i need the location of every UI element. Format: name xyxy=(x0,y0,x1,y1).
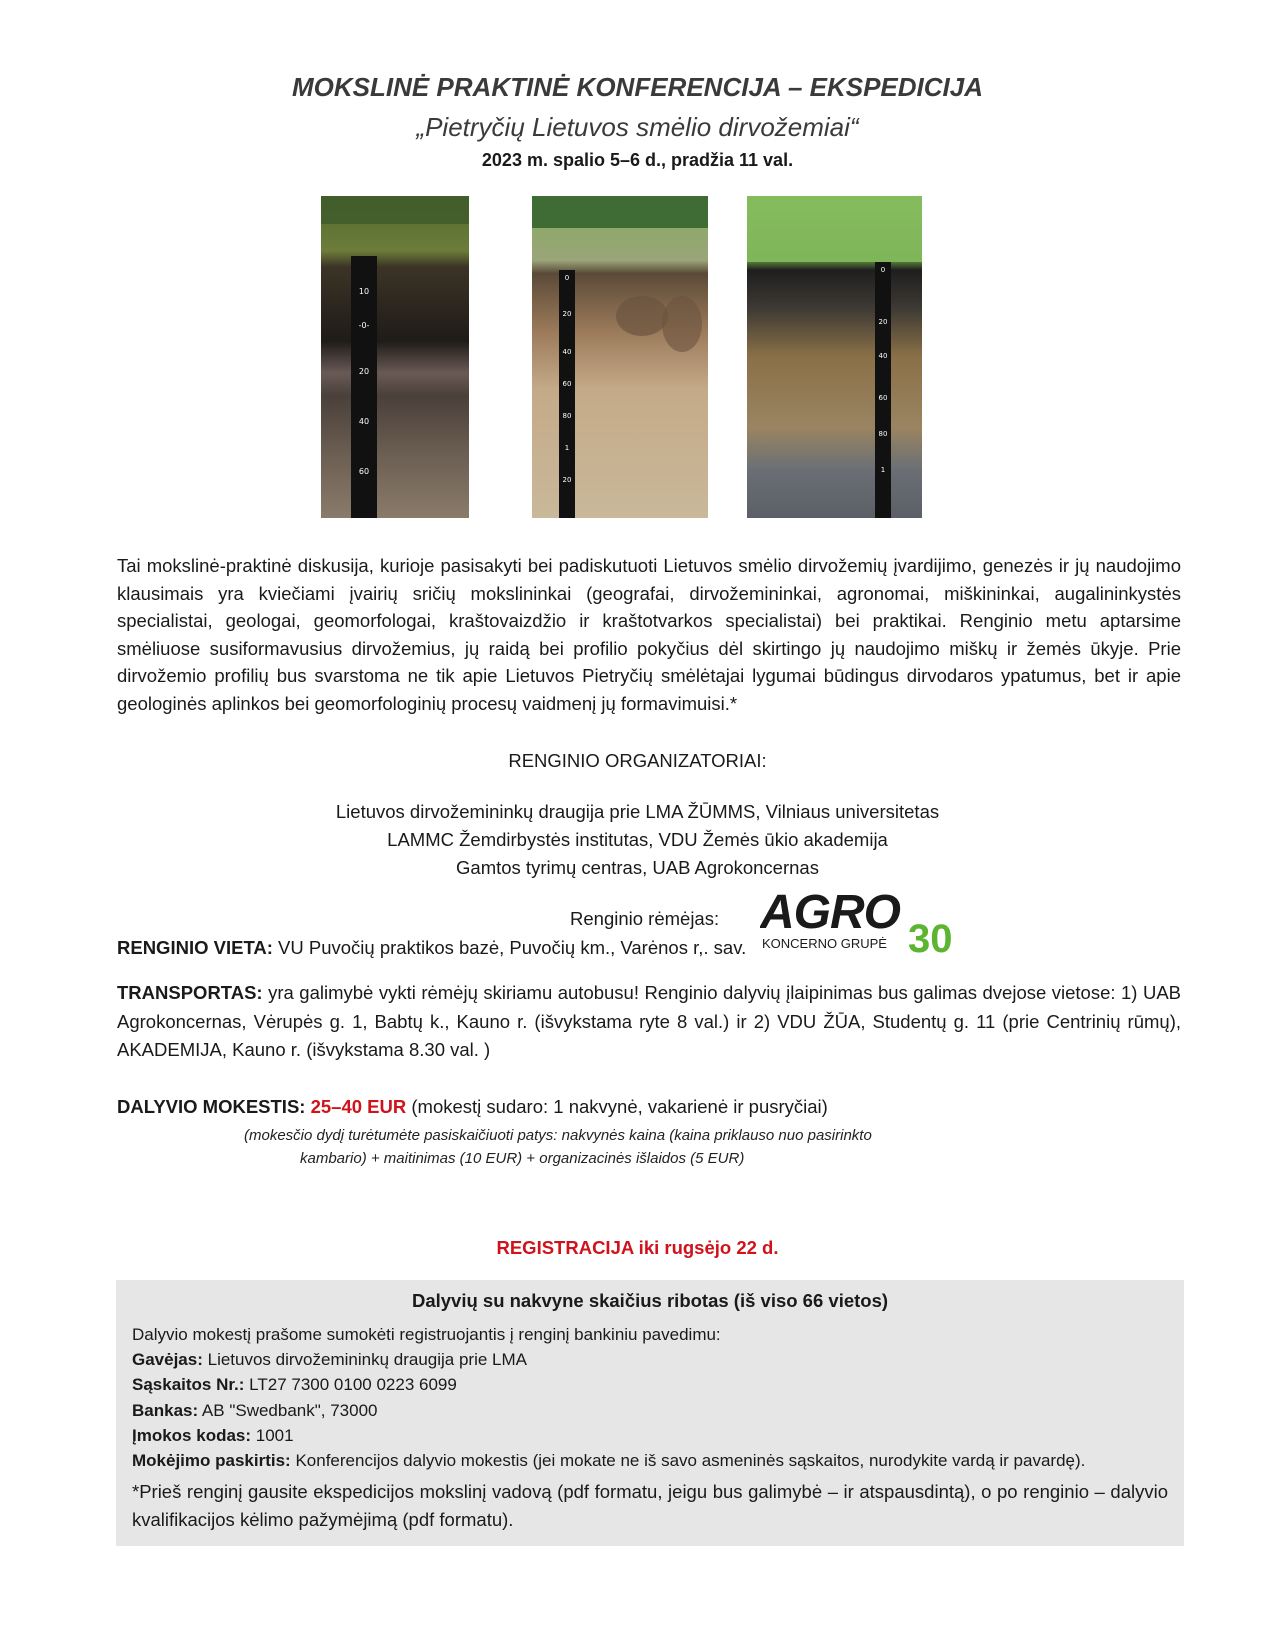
scale-label: 20 xyxy=(562,476,572,484)
account-label: Sąskaitos Nr.: xyxy=(132,1375,245,1395)
fee-note-line1: (mokesčio dydį turėtumėte pasiskaičiuoti patys: nakvynės kaina (kaina priklauso nuo pasirinkto xyxy=(244,1127,872,1144)
registration-deadline: REGISTRACIJA iki rugsėjo 22 d. xyxy=(496,1237,779,1258)
recipient-line xyxy=(132,1347,1172,1372)
intro-paragraph: Tai mokslinė-praktinė diskusija, kurioje pasisakyti bei padiskutuoti Lietuvos smėlio dirvožemių įvardijimo, genezės ir jų naudojimo klausimais yra kviečiami įvairių sričių mokslininkai (geografai, dirvožemininkai, agronomai, miškininkai, augalininkystės specialistai, geologai, geomorfologai, kraštovaizdžio ir kraštotvarkos specialistai) bei praktikai. Renginio metu aptarsime smėliuose susiformavusius dirvožemius, jų raidą bei profilio pokyčius dėl skirtingo jų naudojimo miškų ir žemės ūkyje. Prie dirvožemio profilių bus svarstoma ne tik apie Lietuvos Pietryčių smėlėtajai lygumai būdingus dirvodaros ypatumus, bet ir apie geologinės aplinkos bei geomorfologinių procesų vaidmenį jų formavimuisi.* xyxy=(117,555,1181,714)
box-title: Dalyvių su nakvyne skaičius ribotas (iš viso 66 vietos) xyxy=(411,1290,889,1311)
recipient-label: Gavėjas: xyxy=(132,1350,203,1370)
logo-subtitle: KONCERNO GRUPĖ xyxy=(762,936,887,951)
fee-text: (mokestį sudaro: 1 nakvynė, vakarienė ir pusryčiai) xyxy=(406,1096,828,1117)
transport-label: TRANSPORTAS: xyxy=(117,982,263,1003)
fee-amount: 25–40 EUR xyxy=(310,1096,407,1117)
company-code-line xyxy=(132,1423,1172,1448)
purpose-value: Konferencijos dalyvio mokestis (jei mokate ne iš savo asmeninės sąskaitos, nurodykite vardą ir pavardę). xyxy=(290,1451,1086,1471)
soil-profile-photo-grass xyxy=(747,196,922,518)
bank-line xyxy=(132,1398,1172,1423)
purpose-line xyxy=(132,1448,1172,1473)
organizers-heading: RENGINIO ORGANIZATORIAI: xyxy=(508,750,767,771)
payment-info-box xyxy=(116,1280,1184,1546)
account-value: LT27 7300 0100 0223 6099 xyxy=(244,1375,457,1395)
purpose-label: Mokėjimo paskirtis: xyxy=(132,1451,291,1471)
soil-profile-photo-forest xyxy=(321,196,469,518)
account-line xyxy=(132,1372,1172,1397)
organizer-line: Gamtos tyrimų centras, UAB Agrokoncernas xyxy=(456,857,819,878)
logo-number: 30 xyxy=(908,917,953,954)
bank-label: Bankas: xyxy=(132,1400,199,1420)
scale-label: 60 xyxy=(358,467,370,476)
page-subtitle: „Pietryčių Lietuvos smėlio dirvožemiai“ xyxy=(416,112,859,142)
page-title: MOKSLINĖ PRAKTINĖ KONFERENCIJA – EKSPEDICIJA xyxy=(291,72,984,102)
fee-label: DALYVIO MOKESTIS: xyxy=(117,1096,306,1117)
scale-label: 40 xyxy=(878,352,888,360)
sponsor-label: Renginio rėmėjas: xyxy=(570,908,720,929)
scale-label: 60 xyxy=(878,394,888,402)
organizer-line: LAMMC Žemdirbystės institutas, VDU Žemės ūkio akademija xyxy=(387,829,888,850)
fee-line xyxy=(117,1093,1181,1122)
organizer-line: Lietuvos dirvožemininkų draugija prie LMA ŽŪMMS, Vilniaus universitetas xyxy=(335,801,940,822)
scale-label: 80 xyxy=(878,430,888,438)
scale-label: 0 xyxy=(564,274,570,282)
event-date: 2023 m. spalio 5–6 d., pradžia 11 val. xyxy=(481,150,794,170)
footnote: *Prieš renginį gausite ekspedicijos mokslinį vadovą (pdf formatu, jeigu bus galimybė – ir atspausdintą), o po renginio – dalyvio kvalifikacijos kėlimo pažymėjimą (pdf formatu). xyxy=(132,1481,1168,1530)
fee-note-line2: kambario) + maitinimas (10 EUR) + organizacinės išlaidos (5 EUR) xyxy=(300,1150,745,1167)
scale-label: 0 xyxy=(880,266,886,274)
soil-profile-photo-meadow xyxy=(532,196,708,518)
scale-label: 60 xyxy=(562,380,572,388)
payment-intro: Dalyvio mokestį prašome sumokėti registruojantis į renginį bankiniu pavedimu: xyxy=(132,1325,721,1344)
venue-line xyxy=(117,934,1181,963)
transport-text: yra galimybė vykti rėmėjų skiriamu autobusu! Renginio dalyvių įlaipinimas bus galimas dvejose vietose: 1) UAB Agrokoncernas, Vėrupės g. 1, Babtų k., Kauno r. (išvykstama ryte 8 val.) ir 2) VDU ŽŪA, Studentų g. 11 (prie Centrinių rūmų), AKADEMIJA, Kauno r. (išvykstama 8.30 val. ) xyxy=(117,982,1181,1060)
bank-value: AB "Swedbank", 73000 xyxy=(198,1400,378,1420)
scale-label: 1 xyxy=(564,444,570,452)
scale-label: 20 xyxy=(358,367,370,376)
company-code-label: Įmokos kodas: xyxy=(132,1425,252,1445)
scale-label: 20 xyxy=(562,310,572,318)
scale-label: 20 xyxy=(878,318,888,326)
recipient-value: Lietuvos dirvožemininkų draugija prie LMA xyxy=(202,1350,527,1370)
logo-text: AGRO xyxy=(760,886,900,939)
scale-label: 1 xyxy=(880,466,886,474)
venue-label: RENGINIO VIETA: xyxy=(117,937,273,958)
scale-label: 10 xyxy=(358,287,370,296)
company-code-value: 1001 xyxy=(251,1425,294,1445)
scale-label: 40 xyxy=(358,417,370,426)
scale-label: 80 xyxy=(562,412,572,420)
scale-label: 40 xyxy=(562,348,572,356)
transport-paragraph xyxy=(117,979,1181,1065)
scale-label: -0- xyxy=(358,321,370,330)
venue-text: VU Puvočių praktikos bazė, Puvočių km., Varėnos r,. sav. xyxy=(272,937,747,958)
organizers-list xyxy=(0,798,1275,882)
